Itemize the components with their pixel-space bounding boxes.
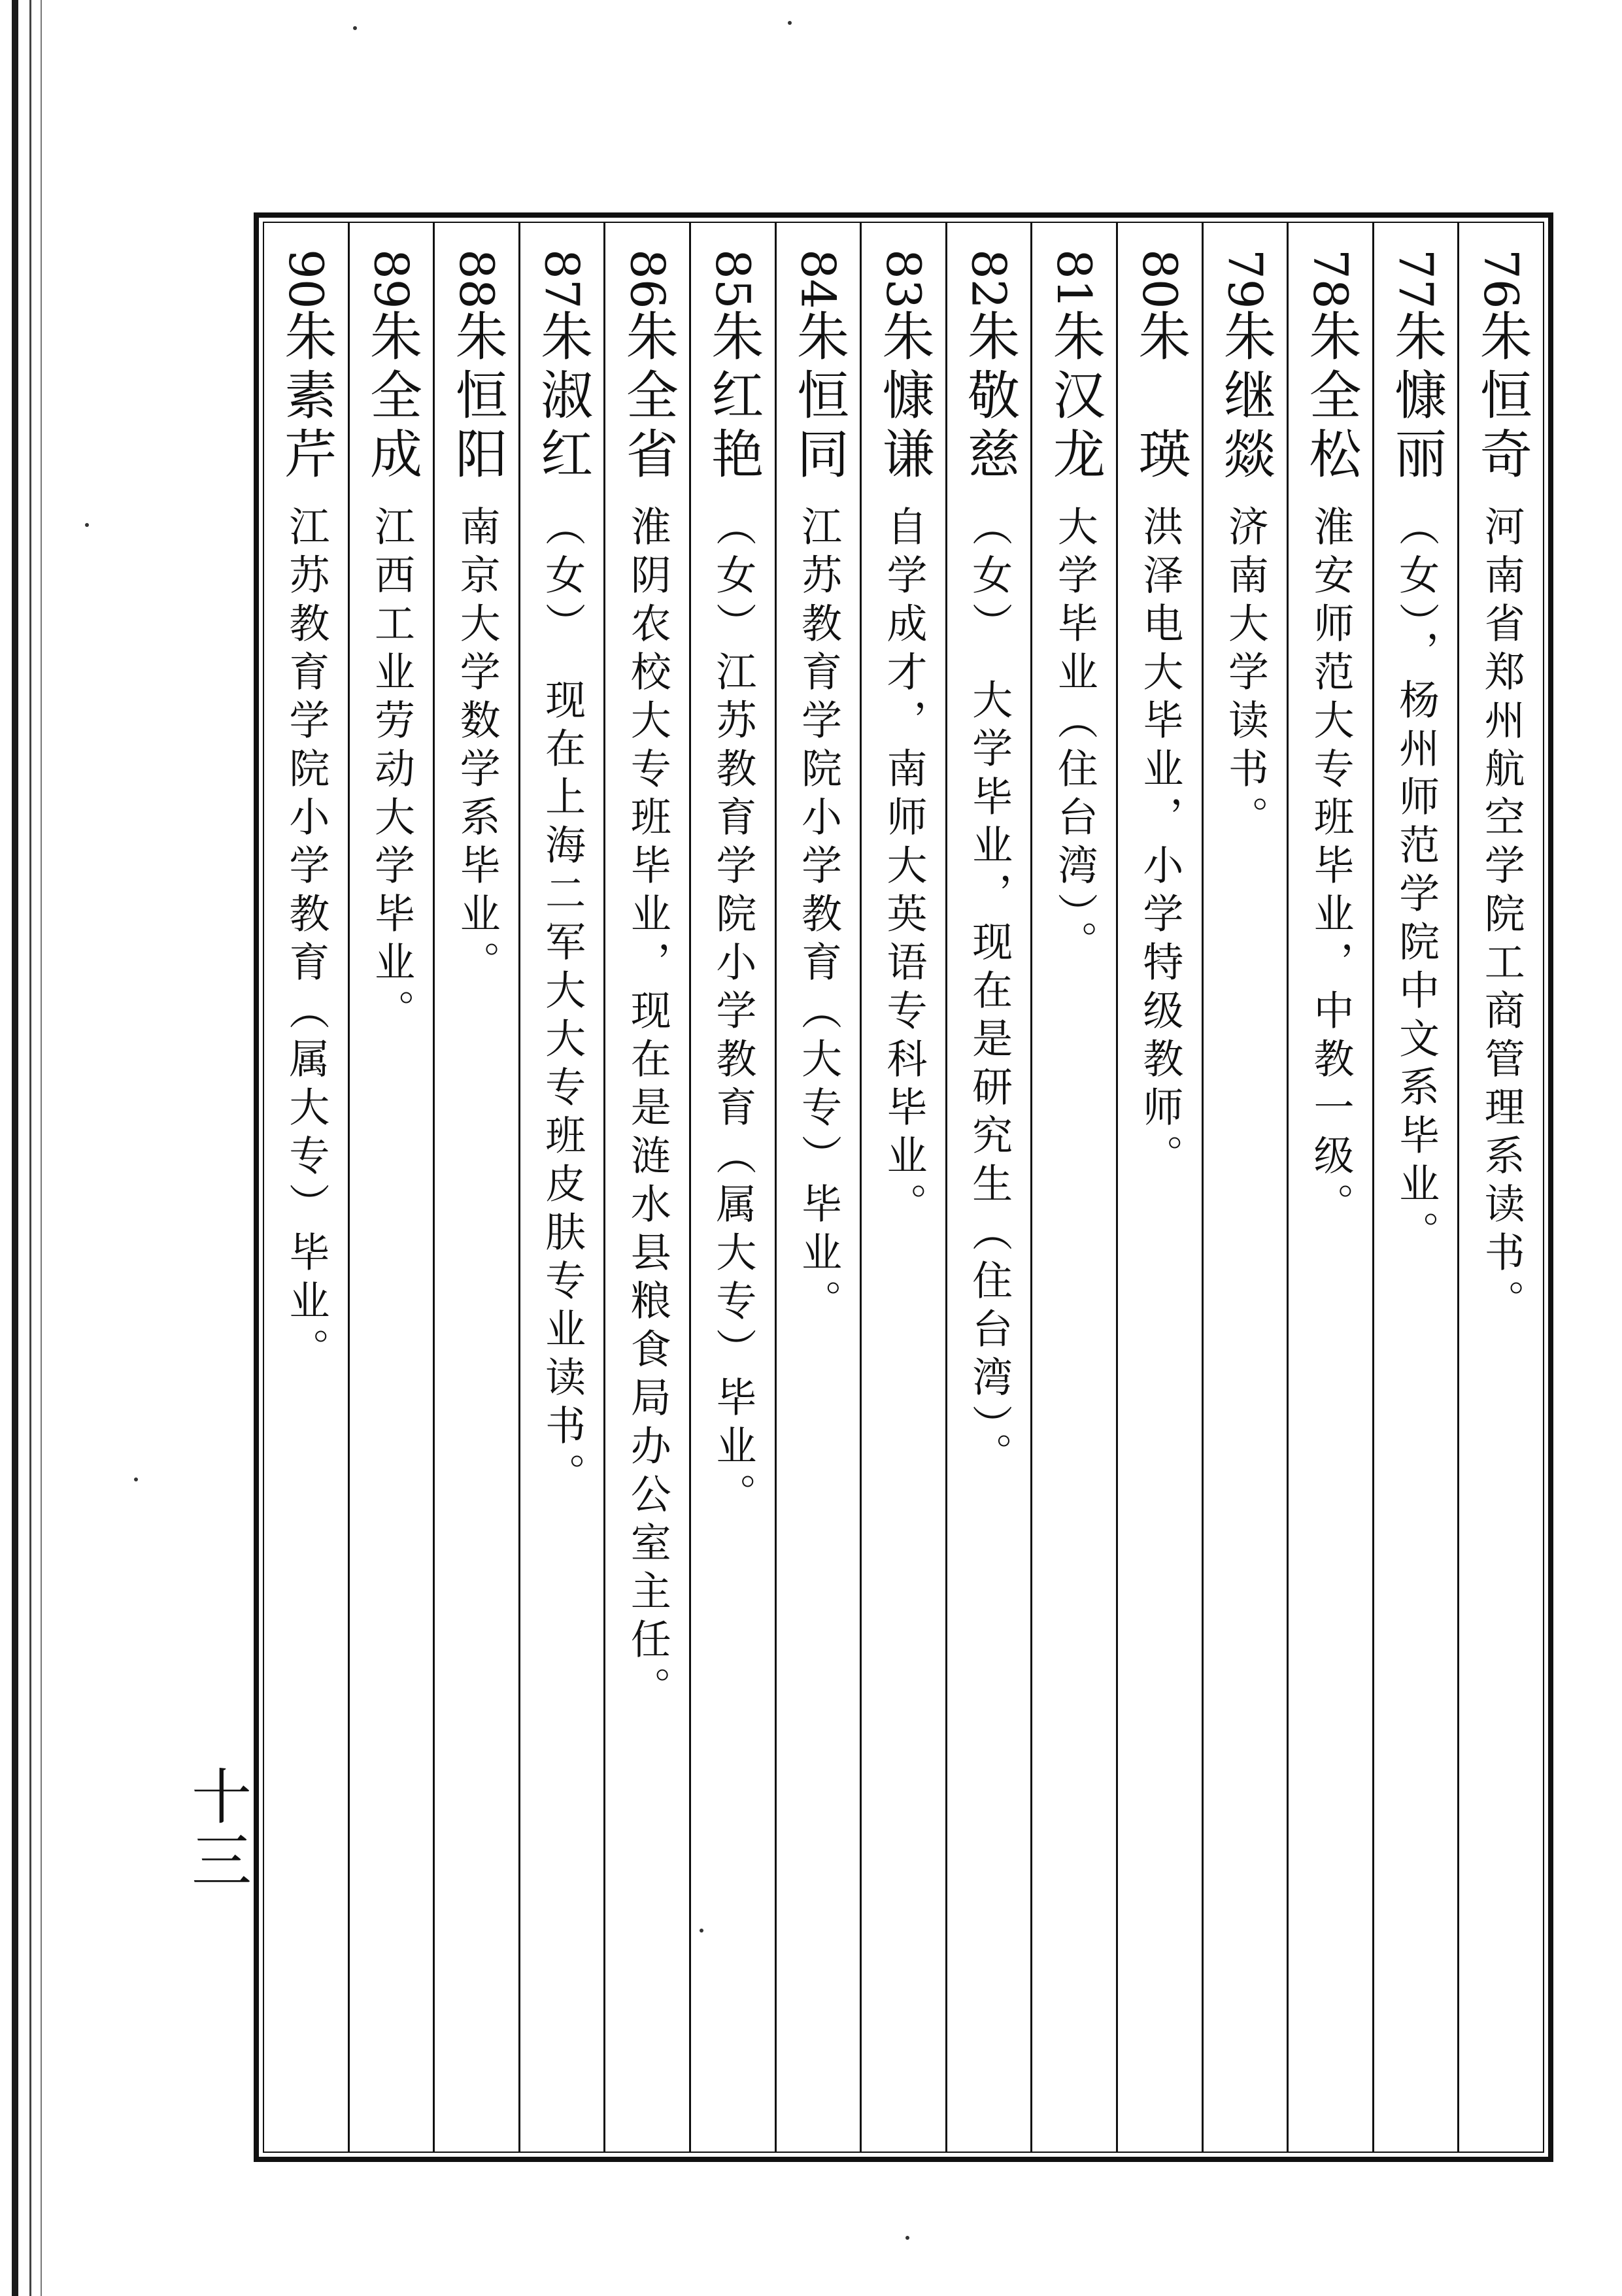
entry-description: 大学毕业（住台湾）。 bbox=[1051, 505, 1099, 969]
entry-name: 朱全省 bbox=[617, 309, 679, 486]
entry-column-76 bbox=[1457, 223, 1543, 2152]
entry-column-88 bbox=[433, 223, 518, 2152]
entry-text bbox=[447, 249, 508, 989]
entry-number: 84 bbox=[790, 249, 846, 309]
entry-name: 朱继燚 bbox=[1215, 309, 1276, 486]
entry-column-77 bbox=[1372, 223, 1458, 2152]
scan-speck bbox=[788, 21, 792, 25]
entry-description: 自学成才，南师大英语专科毕业。 bbox=[880, 505, 928, 1231]
entry-text bbox=[1471, 249, 1532, 1328]
entry-number: 88 bbox=[449, 249, 505, 309]
entry-description: 南京大学数学系毕业。 bbox=[453, 505, 501, 989]
entry-column-82 bbox=[945, 223, 1031, 2152]
entry-text bbox=[1385, 249, 1447, 1259]
entry-column-87 bbox=[518, 223, 604, 2152]
entry-number: 86 bbox=[620, 249, 675, 309]
entry-number: 81 bbox=[1047, 249, 1102, 309]
entry-column-79 bbox=[1202, 223, 1287, 2152]
entry-number: 83 bbox=[876, 249, 932, 309]
entry-column-85 bbox=[689, 223, 775, 2152]
entry-name: 朱恒阳 bbox=[447, 309, 508, 486]
entry-column-86 bbox=[603, 223, 689, 2152]
entry-text bbox=[1300, 249, 1362, 1231]
entry-text bbox=[532, 249, 593, 1501]
entry-table bbox=[263, 222, 1544, 2153]
page-number: 十三 bbox=[182, 1765, 252, 1893]
entry-name: 朱 瑛 bbox=[1129, 309, 1191, 486]
entry-column-89 bbox=[348, 223, 433, 2152]
entry-description: （女）江苏教育学院小学教育（属大专）毕业。 bbox=[709, 505, 757, 1521]
scan-speck bbox=[134, 1477, 138, 1481]
entry-description: 江西工业劳动大学毕业。 bbox=[367, 505, 416, 1038]
entry-description: 济南大学读书。 bbox=[1221, 505, 1270, 844]
entry-column-78 bbox=[1287, 223, 1372, 2152]
entry-text bbox=[788, 249, 849, 1328]
entry-text bbox=[361, 249, 422, 1038]
entry-number: 76 bbox=[1474, 249, 1529, 309]
entry-text bbox=[702, 249, 764, 1521]
entry-table-frame bbox=[254, 212, 1553, 2162]
binding-line bbox=[41, 0, 42, 2296]
entry-name: 朱敬慈 bbox=[958, 309, 1020, 486]
entry-description: （女），杨州师范学院中文系毕业。 bbox=[1392, 505, 1440, 1259]
entry-text bbox=[275, 249, 337, 1376]
entry-name: 朱红艳 bbox=[702, 309, 764, 486]
entry-description: 洪泽电大毕业，小学特级教师。 bbox=[1136, 505, 1184, 1183]
entry-text bbox=[958, 249, 1020, 1481]
entry-column-81 bbox=[1030, 223, 1116, 2152]
entry-number: 85 bbox=[705, 249, 760, 309]
entry-column-80 bbox=[1116, 223, 1202, 2152]
entry-text bbox=[1129, 249, 1191, 1183]
entry-number: 89 bbox=[363, 249, 419, 309]
entry-name: 朱素芹 bbox=[275, 309, 337, 486]
entry-name: 朱全松 bbox=[1300, 309, 1362, 486]
entry-name: 朱慷丽 bbox=[1385, 309, 1447, 486]
entry-name: 朱淑红 bbox=[532, 309, 593, 486]
entry-name: 朱恒奇 bbox=[1471, 309, 1532, 486]
scan-speck bbox=[700, 1929, 703, 1933]
entry-name: 朱全成 bbox=[361, 309, 422, 486]
entry-name: 朱慷谦 bbox=[873, 309, 935, 486]
entry-column-90 bbox=[264, 223, 348, 2152]
entry-text bbox=[873, 249, 935, 1231]
entry-text bbox=[617, 249, 679, 1715]
scan-speck bbox=[85, 523, 89, 527]
entry-column-83 bbox=[860, 223, 945, 2152]
entry-number: 82 bbox=[961, 249, 1017, 309]
scan-speck bbox=[353, 26, 357, 30]
entry-number: 90 bbox=[278, 249, 333, 309]
entry-text bbox=[1215, 249, 1276, 844]
entry-name: 朱恒同 bbox=[788, 309, 849, 486]
entry-name: 朱汉龙 bbox=[1044, 309, 1106, 486]
entry-number: 87 bbox=[534, 249, 590, 309]
entry-description: （女） 现在上海二军大大专班皮肤专业读书。 bbox=[538, 505, 586, 1501]
entry-description: 淮阴农校大专班毕业，现在是涟水县粮食局办公室主任。 bbox=[624, 505, 672, 1715]
entry-column-84 bbox=[775, 223, 860, 2152]
entry-description: （女） 大学毕业，现在是研究生（住台湾）。 bbox=[965, 505, 1013, 1481]
entry-number: 79 bbox=[1217, 249, 1273, 309]
entry-description: 江苏教育学院小学教育（大专）毕业。 bbox=[794, 505, 843, 1328]
entry-description: 河南省郑州航空学院工商管理系读书。 bbox=[1478, 505, 1526, 1328]
entry-number: 78 bbox=[1303, 249, 1359, 309]
entry-description: 淮安师范大专班毕业，中教一级。 bbox=[1307, 505, 1355, 1231]
scan-speck bbox=[905, 2236, 909, 2240]
entry-description: 江苏教育学院小学教育（属大专）毕业。 bbox=[282, 505, 330, 1376]
entry-number: 80 bbox=[1132, 249, 1187, 309]
binding-edge bbox=[12, 0, 31, 2296]
entry-text bbox=[1044, 249, 1106, 969]
entry-number: 77 bbox=[1388, 249, 1444, 309]
